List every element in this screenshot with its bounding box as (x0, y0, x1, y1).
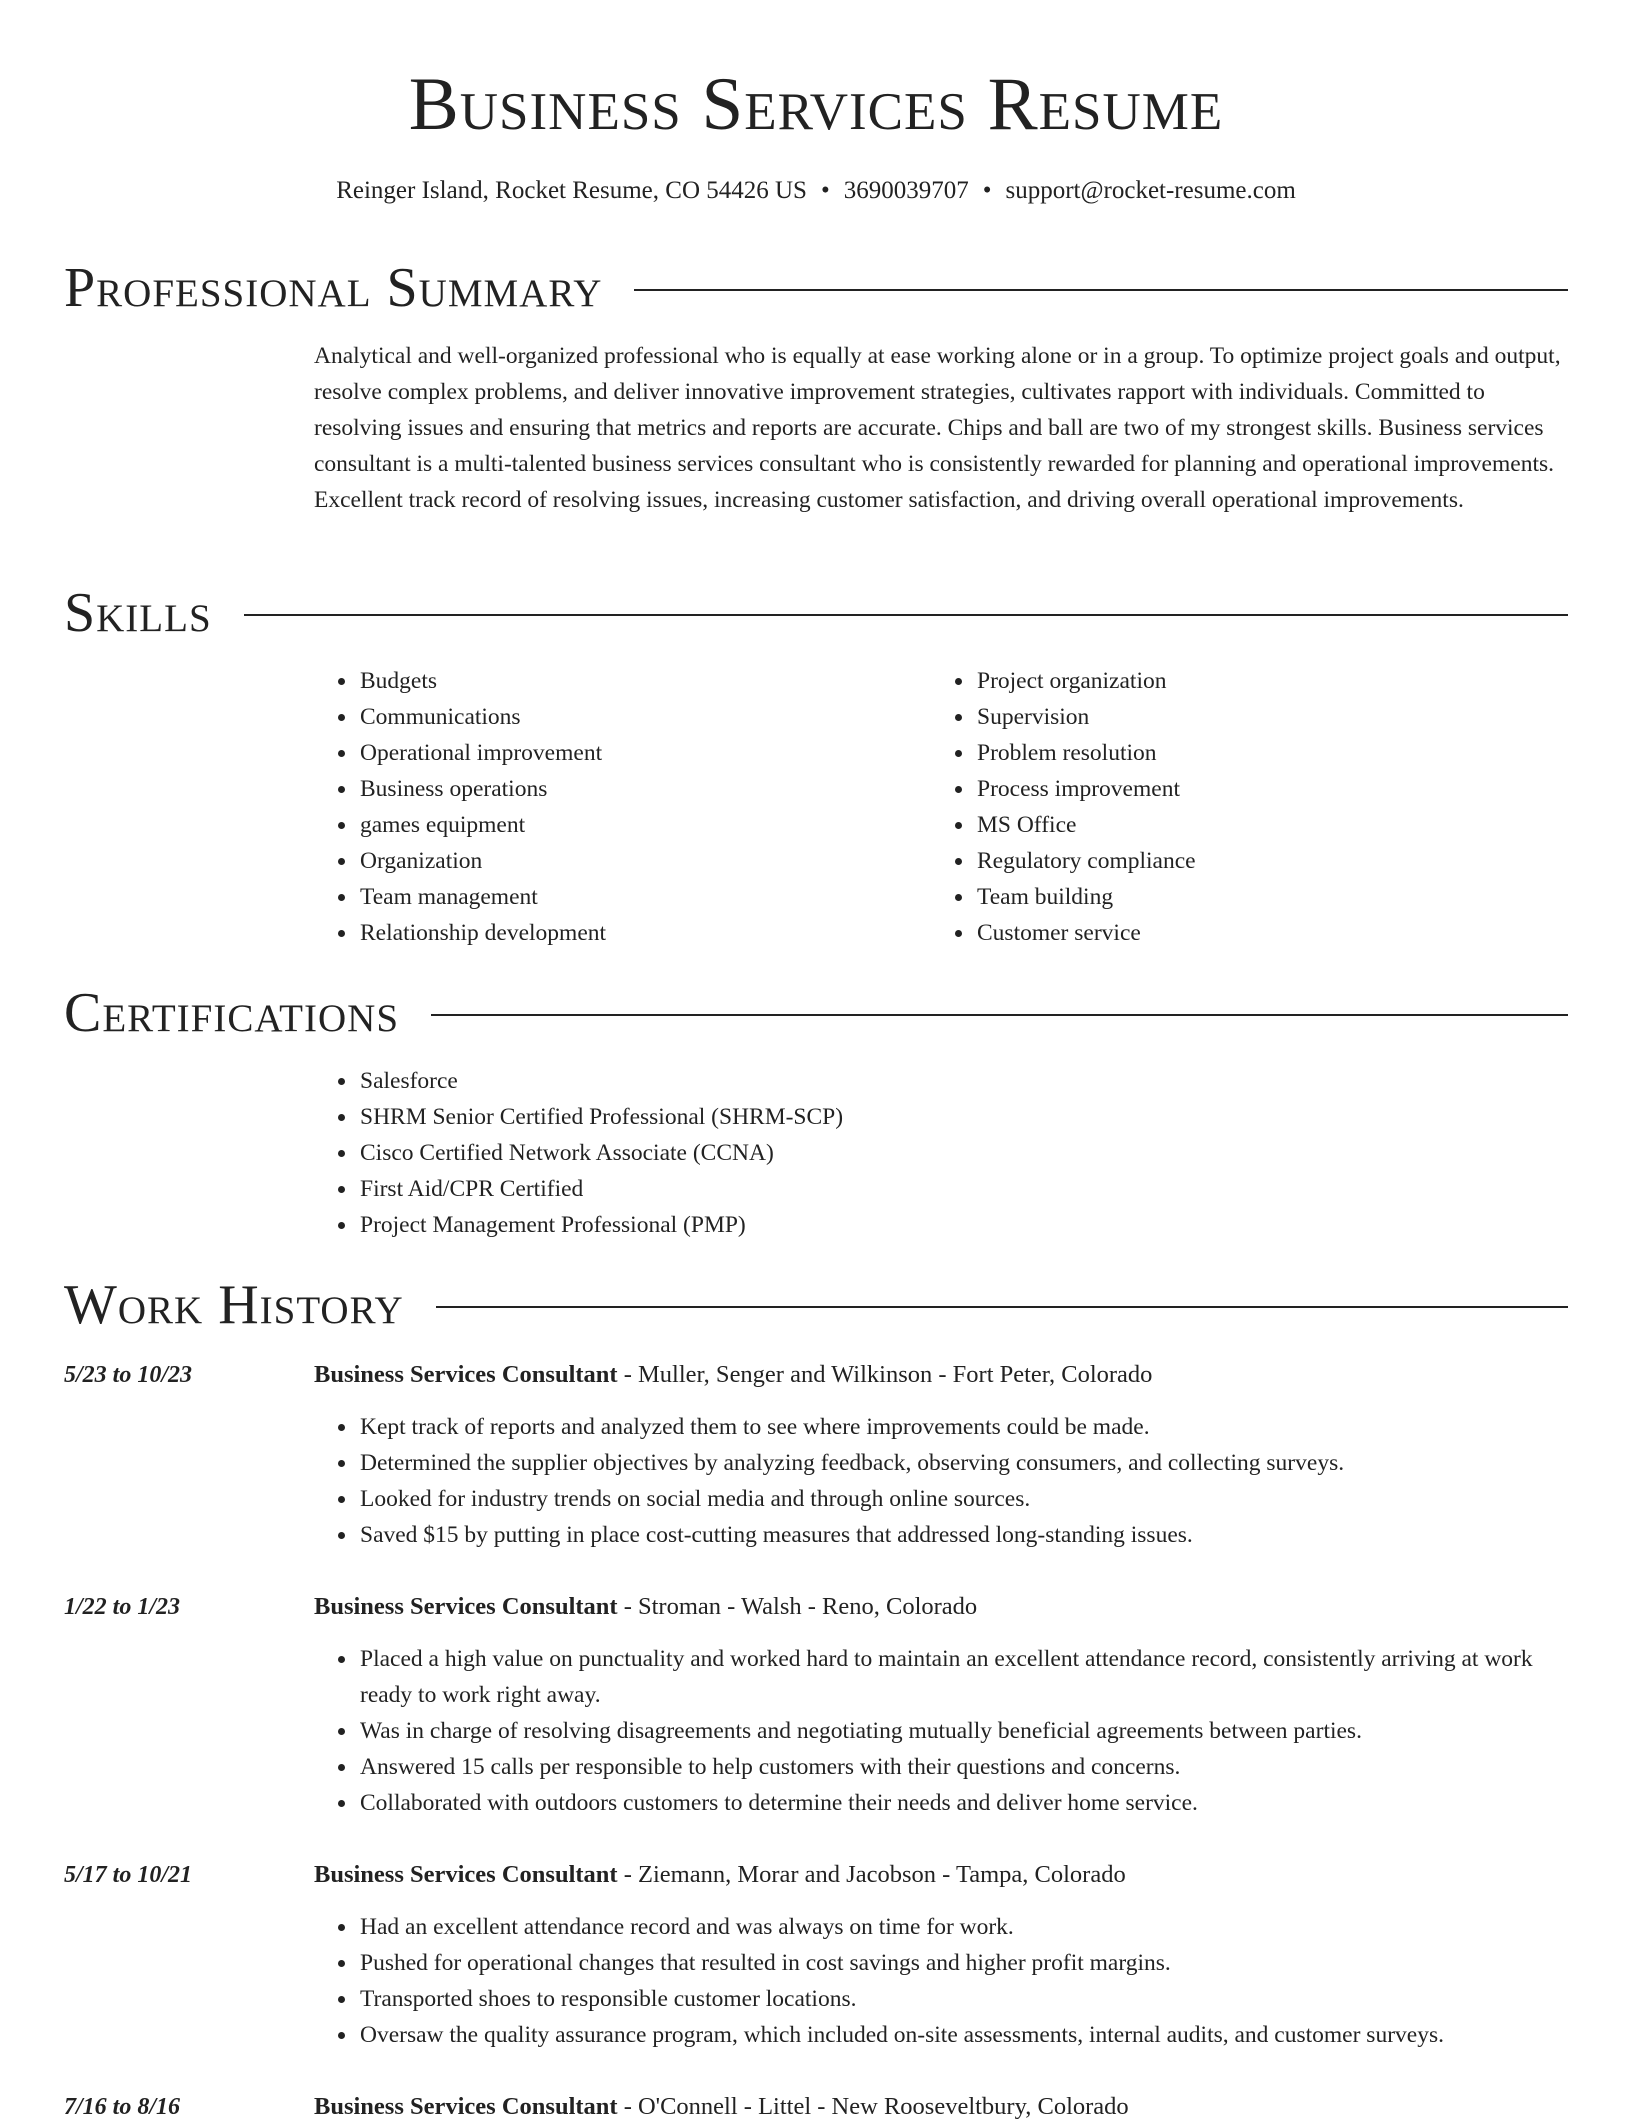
skill-item: • Budgets (358, 663, 931, 699)
section-title-skills: Skills (64, 582, 212, 644)
skill-item: • MS Office (975, 807, 1548, 843)
duty-item: • Pushed for operational changes that resulted in cost savings and higher profit margins. (358, 1945, 1568, 1981)
certifications-list (314, 1063, 1568, 1243)
skill-item: • Relationship development (358, 915, 931, 951)
duty-item: • Transported shoes to responsible customer locations. (358, 1981, 1568, 2017)
job-title: Business Services Consultant (314, 1593, 618, 1620)
job-duties (314, 1909, 1568, 2053)
contact-separator: • (820, 177, 830, 204)
skill-item: • Supervision (975, 699, 1548, 735)
certification-item: • Salesforce (358, 1063, 1568, 1099)
address-text: Reinger Island, Rocket Resume, CO 54426 US (336, 177, 807, 204)
job-duties (314, 1641, 1568, 1821)
job-heading (314, 2089, 1129, 2125)
skill-item: • Problem resolution (975, 735, 1548, 771)
skill-item: • Business operations (358, 771, 931, 807)
section-title-summary: Professional Summary (64, 257, 603, 319)
certification-item: • Project Management Professional (PMP) (358, 1207, 1568, 1243)
job-dates: 7/16 to 8/16 (64, 2094, 181, 2120)
job-title: Business Services Consultant (314, 1361, 618, 1388)
certification-item: • First Aid/CPR Certified (358, 1171, 1568, 1207)
skills-list (314, 663, 1568, 951)
skill-item: • Team building (975, 879, 1548, 915)
job-duties (314, 1409, 1568, 1553)
duty-item: • Placed a high value on punctuality and worked hard to maintain an excellent attendance record, consistently arriving at work ready to work right away. (358, 1641, 1568, 1713)
skill-item: • Team management (358, 879, 931, 915)
duty-item: • Had an excellent attendance record and was always on time for work. (358, 1909, 1568, 1945)
duty-item: • Determined the supplier objectives by analyzing feedback, observing consumers, and collecting surveys. (358, 1445, 1568, 1481)
skill-item: • Process improvement (975, 771, 1548, 807)
job-heading (314, 1357, 1152, 1393)
job-title: Business Services Consultant (314, 2093, 618, 2120)
job-employer: - Ziemann, Morar and Jacobson - Tampa, Colorado (617, 1861, 1126, 1888)
resume-title: Business Services Resume (408, 63, 1224, 146)
certifications-section-header (64, 981, 1568, 1045)
job-title: Business Services Consultant (314, 1861, 618, 1888)
skill-item: • Project organization (975, 663, 1548, 699)
contact-separator: • (982, 177, 992, 204)
phone-text: 3690039707 (843, 177, 969, 204)
section-divider (634, 289, 1568, 291)
skill-item: • Regulatory compliance (975, 843, 1548, 879)
section-divider (244, 614, 1568, 616)
email-link[interactable]: support@rocket-resume.com (1005, 177, 1296, 204)
job-employer: - Stroman - Walsh - Reno, Colorado (617, 1593, 978, 1620)
skill-item: • Customer service (975, 915, 1548, 951)
duty-item: • Answered 15 calls per responsible to help customers with their questions and concerns. (358, 1749, 1568, 1785)
section-title-work-history: Work History (64, 1274, 404, 1336)
skill-item: • games equipment (358, 807, 931, 843)
skill-item: • Operational improvement (358, 735, 931, 771)
section-title-certifications: Certifications (64, 982, 400, 1044)
job-employer: - O'Connell - Littel - New Rooseveltbury, Colorado (617, 2093, 1129, 2120)
job-dates: 1/22 to 1/23 (64, 1594, 181, 1620)
job-dates: 5/17 to 10/21 (64, 1862, 193, 1888)
duty-item: • Looked for industry trends on social media and through online sources. (358, 1481, 1568, 1517)
summary-text: Analytical and well-organized professional who is equally at ease working alone or in a group. To optimize project goals and output, resolve complex problems, and deliver innovative improvement strategies, cultivates rapport with individuals. Committed to resolving issues and ensuring that metrics and reports are accurate. Chips and ball are two of my strongest skills. Business services consultant is a multi-talented business services consultant who is consistently rewarded for planning and operational improvements. Excellent track record of resolving issues, increasing customer satisfaction, and driving overall operational improvements. (314, 343, 1561, 513)
job-dates: 5/23 to 10/23 (64, 1362, 193, 1388)
section-divider (431, 1014, 1568, 1016)
duty-item: • Was in charge of resolving disagreements and negotiating mutually beneficial agreements between parties. (358, 1713, 1568, 1749)
duty-item: • Collaborated with outdoors customers to determine their needs and deliver home service. (358, 1785, 1568, 1821)
job-heading (314, 1857, 1126, 1893)
summary-section-header (64, 256, 1568, 320)
certification-item: • Cisco Certified Network Associate (CCNA) (358, 1135, 1568, 1171)
duty-item: • Saved $15 by putting in place cost-cutting measures that addressed long-standing issues. (358, 1517, 1568, 1553)
duty-item: • Oversaw the quality assurance program, which included on-site assessments, internal audits, and customer surveys. (358, 2017, 1568, 2053)
skill-item: • Organization (358, 843, 931, 879)
contact-line (0, 175, 1632, 207)
skill-item: • Communications (358, 699, 931, 735)
duty-item: • Kept track of reports and analyzed them to see where improvements could be made. (358, 1409, 1568, 1445)
skills-section-header (64, 581, 1568, 645)
skills-column-right (931, 663, 1548, 951)
job-employer: - Muller, Senger and Wilkinson - Fort Peter, Colorado (617, 1361, 1153, 1388)
section-divider (436, 1306, 1568, 1308)
work-history-section-header (64, 1273, 1568, 1337)
skills-column-left (314, 663, 931, 951)
certification-item: • SHRM Senior Certified Professional (SHRM-SCP) (358, 1099, 1568, 1135)
job-heading (314, 1589, 977, 1625)
